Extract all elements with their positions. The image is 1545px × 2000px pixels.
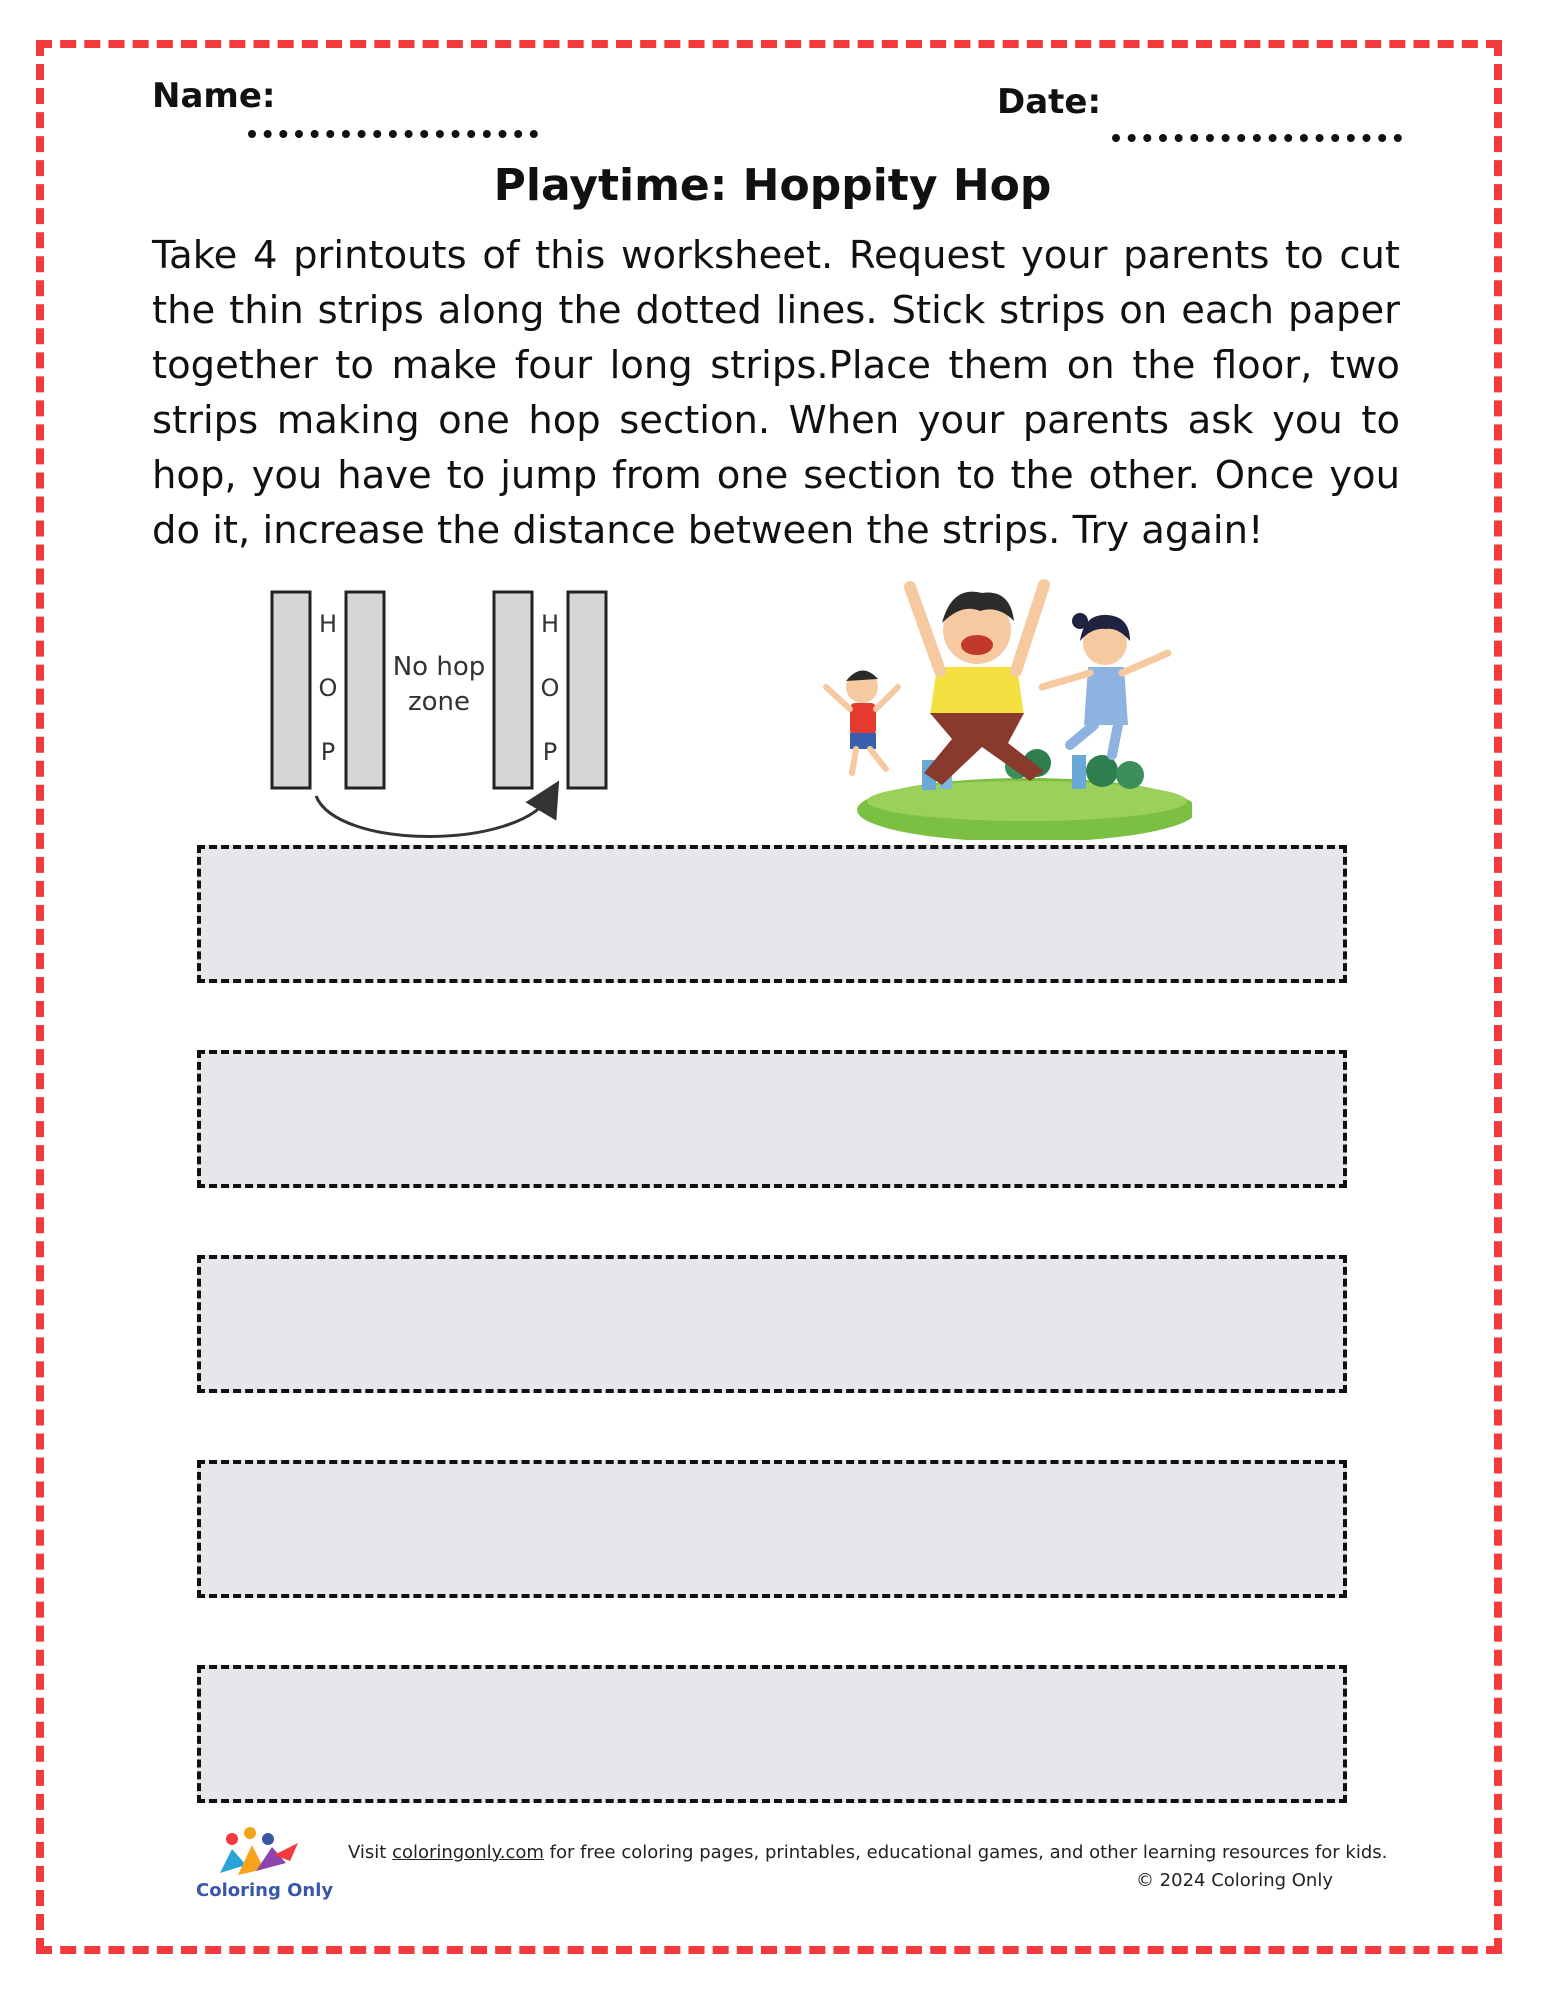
footer-visit-text [348, 1842, 1387, 1863]
instructions-text: Take 4 printouts of this worksheet. Request your parents to cut the thin strips along the dotted lines. Stick strips on each paper together to make four long strips.Place them on the floor, two strips making one hop section. When your parents ask you to hop, you have to jump from one section to the other. Once you do it, increase the distance between the strips. Try again! [152, 233, 1400, 553]
left-letter-h: H [318, 610, 338, 638]
left-strip-b [346, 592, 384, 788]
coloringonly-link[interactable]: coloringonly.com [392, 1842, 544, 1863]
right-letter-h: H [540, 610, 560, 638]
cut-strip [197, 845, 1347, 983]
no-hop-zone-line1: No hop [392, 652, 486, 682]
right-strip-a [494, 592, 532, 788]
hop-diagram [268, 588, 613, 843]
girl-figure [1042, 613, 1168, 755]
date-line [1112, 134, 1402, 142]
visit-prefix: Visit [348, 1842, 393, 1863]
jumping-kids-illustration [812, 575, 1192, 840]
right-letter-p: P [542, 738, 558, 766]
date-label: Date: [997, 82, 1102, 122]
visit-suffix: for free coloring pages, printables, educational games, and other learning resources for kids. [543, 1842, 1388, 1863]
right-strip-b [568, 592, 606, 788]
cut-strip [197, 1460, 1347, 1598]
cut-strip [197, 1255, 1347, 1393]
name-line [248, 130, 538, 138]
right-letter-o: O [540, 674, 560, 702]
worksheet-title: Playtime: Hoppity Hop [493, 160, 1052, 211]
left-letter-p: P [320, 738, 336, 766]
logo-text: Coloring Only [196, 1880, 334, 1901]
left-letter-o: O [318, 674, 338, 702]
no-hop-zone-line2: zone [407, 687, 471, 717]
copyright-text: © 2024 Coloring Only [1135, 1870, 1333, 1891]
big-boy-figure [910, 585, 1044, 785]
name-label: Name: [152, 76, 276, 116]
left-strip-a [272, 592, 310, 788]
cut-strip [197, 1665, 1347, 1803]
cut-strip [197, 1050, 1347, 1188]
small-boy-figure [826, 670, 898, 773]
jump-arrow [316, 796, 550, 837]
